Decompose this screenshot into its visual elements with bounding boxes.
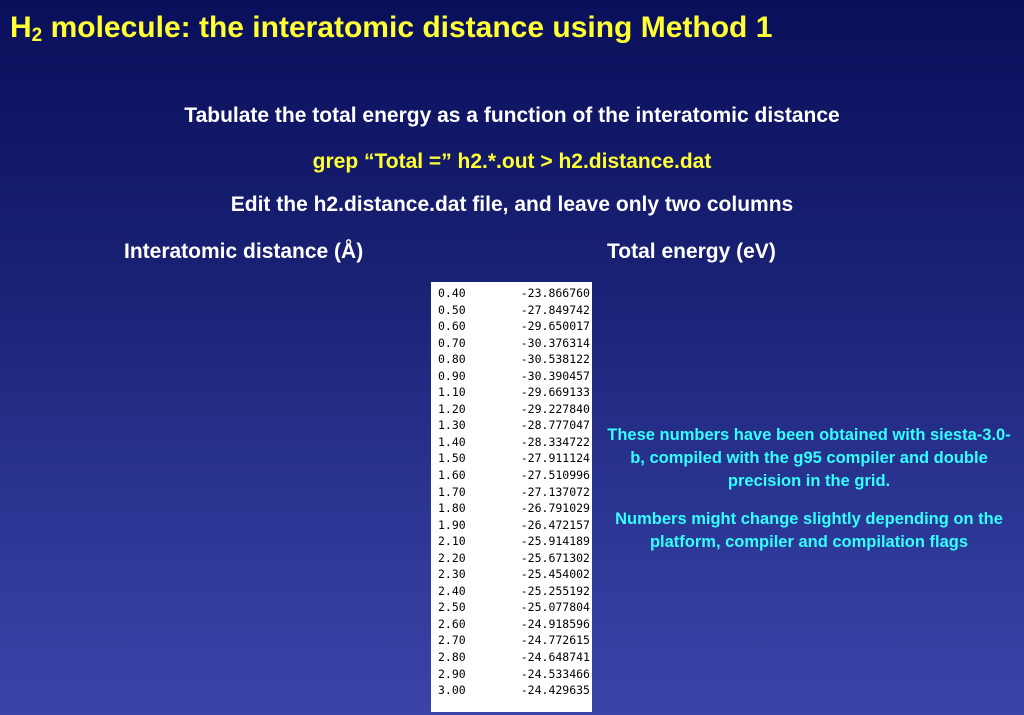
table-row <box>438 649 590 666</box>
distance-cell: 1.40 <box>438 434 466 449</box>
distance-cell: 2.60 <box>438 616 466 631</box>
distance-cell: 1.30 <box>438 418 466 433</box>
energy-cell: -25.454002 <box>520 567 590 582</box>
distance-cell: 1.10 <box>438 385 466 400</box>
distance-cell: 0.90 <box>438 368 466 383</box>
distance-cell: 2.40 <box>438 583 466 598</box>
note-obtained-with: These numbers have been obtained with siesta-3.0-b, compiled with the g95 compiler and double precision in the grid. <box>607 426 1011 490</box>
energy-cell: -24.648741 <box>520 650 590 665</box>
grep-command: grep “Total =” h2.*.out > h2.distance.dat <box>312 150 712 173</box>
distance-cell: 2.50 <box>438 600 466 615</box>
energy-cell: -24.429635 <box>520 683 590 698</box>
distance-cell: 2.30 <box>438 567 466 582</box>
energy-cell: -27.510996 <box>520 468 590 483</box>
table-row <box>438 682 590 699</box>
distance-cell: 2.10 <box>438 534 466 549</box>
distance-cell: 2.80 <box>438 650 466 665</box>
energy-cell: -29.650017 <box>520 319 590 334</box>
energy-cell: -30.538122 <box>520 352 590 367</box>
note-might-change: Numbers might change slightly depending on the platform, compiler and compilation flags <box>615 510 1003 551</box>
table-row <box>438 434 590 451</box>
distance-cell: 1.50 <box>438 451 466 466</box>
energy-cell: -26.791029 <box>520 501 590 516</box>
distance-cell: 1.70 <box>438 484 466 499</box>
distance-cell: 0.70 <box>438 335 466 350</box>
table-row <box>438 318 590 335</box>
energy-cell: -29.227840 <box>520 401 590 416</box>
instruction-edit: Edit the h2.distance.dat file, and leave only two columns <box>230 193 794 216</box>
table-row <box>438 666 590 683</box>
energy-cell: -26.472157 <box>520 517 590 532</box>
energy-cell: -23.866760 <box>520 286 590 300</box>
energy-cell: -25.255192 <box>520 583 590 598</box>
title-subscript: 2 <box>31 25 43 46</box>
table-row <box>438 583 590 600</box>
distance-cell: 0.50 <box>438 302 466 317</box>
table-row <box>438 484 590 501</box>
distance-cell: 1.20 <box>438 401 466 416</box>
distance-cell: 2.90 <box>438 666 466 681</box>
table-row <box>438 517 590 534</box>
table-row <box>438 417 590 434</box>
energy-cell: -28.334722 <box>520 434 590 449</box>
table-row <box>438 500 590 517</box>
energy-cell: -27.137072 <box>520 484 590 499</box>
table-row <box>438 632 590 649</box>
table-row <box>438 285 590 302</box>
distance-column-header: Interatomic distance (Å) <box>124 240 364 263</box>
table-row <box>438 384 590 401</box>
title-prefix: H <box>10 11 32 44</box>
title-rest: molecule: the interatomic distance using Method 1 <box>42 11 773 44</box>
table-row <box>438 401 590 418</box>
distance-cell: 1.60 <box>438 468 466 483</box>
energy-cell: -29.669133 <box>520 385 590 400</box>
distance-cell: 1.80 <box>438 501 466 516</box>
energy-cell: -30.390457 <box>520 368 590 383</box>
energy-cell: -27.849742 <box>520 302 590 317</box>
energy-cell: -24.918596 <box>520 616 590 631</box>
instruction-tabulate: Tabulate the total energy as a function of the interatomic distance <box>184 104 840 127</box>
table-row <box>438 302 590 319</box>
table-row <box>438 566 590 583</box>
table-row <box>438 550 590 567</box>
distance-cell: 2.70 <box>438 633 466 648</box>
energy-cell: -25.914189 <box>520 534 590 549</box>
energy-cell: -25.077804 <box>520 600 590 615</box>
energy-cell: -27.911124 <box>520 451 590 466</box>
table-row <box>438 335 590 352</box>
distance-cell: 2.20 <box>438 550 466 565</box>
table-row <box>438 599 590 616</box>
distance-cell: 1.90 <box>438 517 466 532</box>
distance-cell: 0.40 <box>438 286 466 300</box>
distance-cell: 0.60 <box>438 319 466 334</box>
table-row <box>438 368 590 385</box>
energy-cell: -30.376314 <box>520 335 590 350</box>
slide-title <box>10 8 772 56</box>
table-row <box>438 533 590 550</box>
energy-cell: -25.671302 <box>520 550 590 565</box>
distance-cell: 0.80 <box>438 352 466 367</box>
table-row <box>438 467 590 484</box>
energy-cell: -24.772615 <box>520 633 590 648</box>
table-row <box>438 616 590 633</box>
table-row <box>438 351 590 368</box>
energy-column-header: Total energy (eV) <box>607 240 776 263</box>
distance-cell: 3.00 <box>438 683 466 698</box>
energy-cell: -24.533466 <box>520 666 590 681</box>
table-row <box>438 450 590 467</box>
energy-cell: -28.777047 <box>520 418 590 433</box>
distance-energy-table <box>431 282 592 712</box>
